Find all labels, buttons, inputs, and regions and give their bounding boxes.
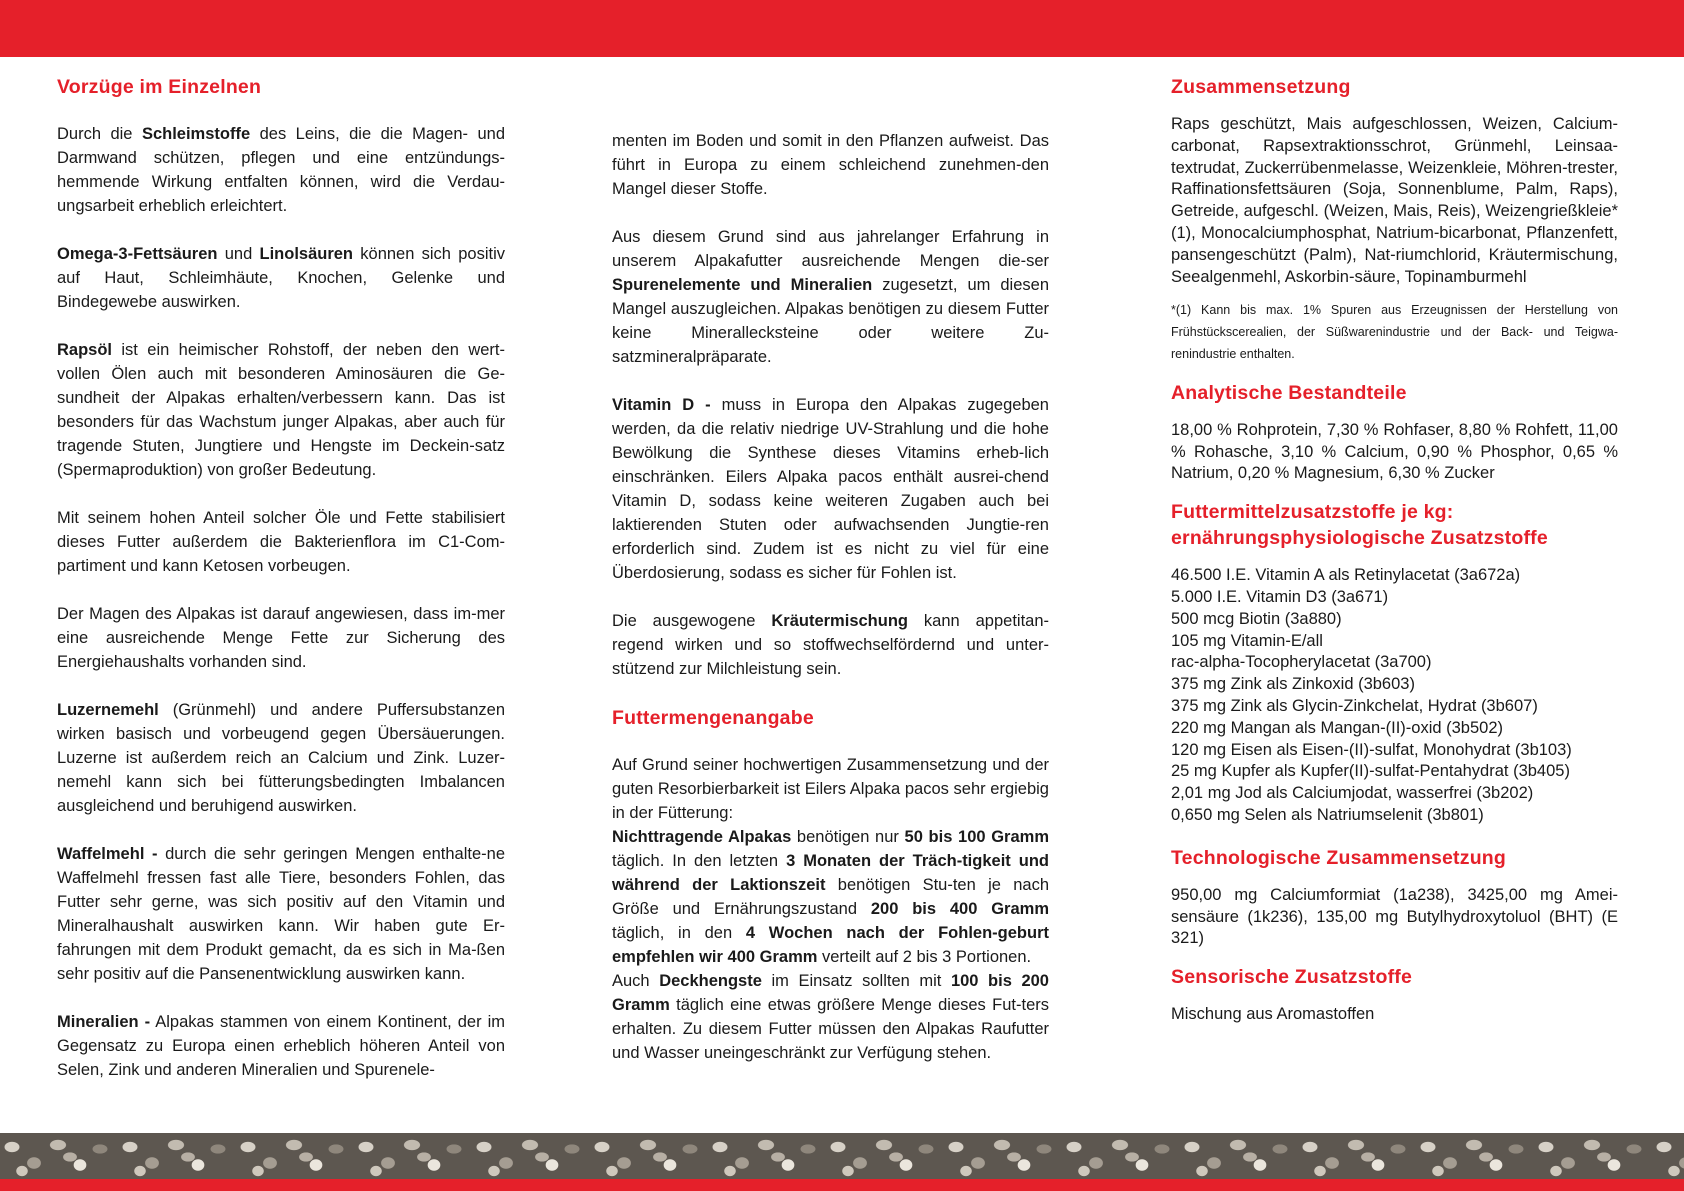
paragraph-luzernemehl: Luzernemehl (Grünmehl) und andere Puffersubstanzen wirken basisch und vorbeugend gegen Übersäuerungen. Luzerne ist außerdem reich an Calcium und Zink. Luzer-nemehl kann sich bei fütterungsbedingten Imbalancen ausgleichend und beruhigend auswirken. — [57, 701, 505, 815]
paragraph-vitamin-d: Vitamin D - muss in Europa den Alpakas zugegeben werden, da die relativ niedrige UV-Strahlung und die hohe Bewölkung die Synthese dieses Vitamins erheb-lich einschränken. Eilers Alpaka pacos enthält ausrei-chend Vitamin D, sodass keine weiteren Zugaben auch bei laktierenden Stuten oder aufwachsenden Jungtie-ren erforderlich sind. Zudem ist es nicht zu viel für eine Überdosierung, sodass es sicher für Fohlen ist. — [612, 396, 1049, 582]
list-item: 0,650 mg Selen als Natriumselenit (3b801) — [1171, 805, 1484, 824]
column-right — [1171, 74, 1618, 1040]
heading-sensorische-zusatzstoffe: Sensorische Zusatzstoffe — [1171, 966, 1413, 989]
paragraph-deckhengste: Auch Deckhengste im Einsatz sollten mit 100 bis 200 Gramm täglich eine etwas größere Menge dieses Fut-ters erhalten. Zu diesem Futter müssen den Alpakas Raufutter und Wasser uneingeschränkt zur Verfügung stehen. — [612, 972, 1049, 1062]
bottom-red-band — [0, 1179, 1684, 1191]
list-item: rac-alpha-Tocopherylacetat (3a700) — [1171, 653, 1432, 672]
list-item: 220 mg Mangan als Mangan-(II)-oxid (3b502) — [1171, 718, 1504, 737]
list-item: 5.000 I.E. Vitamin D3 (3a671) — [1171, 587, 1389, 606]
heading-vorzuege: Vorzüge im Einzelnen — [57, 76, 262, 98]
paragraph-rapsoel: Rapsöl ist ein heimischer Rohstoff, der neben den wert-vollen Ölen auch mit besonderen Aminosäuren die Ge-sundheit der Alpakas erhalten/verbessern kann. Das ist besonders für das Wachstum junger Alpakas, aber auch für tragende Stuten, Jungtiere und Hengste im Deckein-satz (Spermaproduktion) von großer Bedeutung. — [57, 341, 505, 479]
paragraph-dosierung: Nichttragende Alpakas benötigen nur 50 bis 100 Gramm täglich. In den letzten 3 Monaten der Träch-tigkeit und während der Laktionszeit benötigen Stu-ten je nach Größe und Ernährungszustand 200 bis 400 Gramm täglich, in den 4 Wochen nach der Fohlen-geburt empfehlen wir 400 Gramm verteilt auf 2 bis 3 Portionen. — [612, 828, 1049, 966]
paragraph-kraeutermischung: Die ausgewogene Kräutermischung kann appetitan-regend wirken und so stoffwechselfördernd und unter-stützend zur Milchleistung sein. — [612, 612, 1049, 678]
list-item: 105 mg Vitamin-E/all — [1171, 631, 1323, 650]
paragraph-ergiebig: Auf Grund seiner hochwertigen Zusammensetzung und der guten Resorbierbarkeit ist Eilers Alpaka pacos sehr ergiebig in der Fütterung: — [612, 756, 1049, 822]
list-item: 2,01 mg Jod als Calciumjodat, wasserfrei (3b202) — [1171, 784, 1534, 803]
paragraph-fette: Mit seinem hohen Anteil solcher Öle und Fette stabilisiert dieses Futter außerdem die Bakterienflora im C1-Com-partiment und kann Ketosen vorbeugen. — [57, 509, 505, 575]
paragraph-omega3: Omega-3-Fettsäuren und Linolsäuren können sich positiv auf Haut, Schleimhäute, Knochen, Gelenke und Bindegewebe auswirken. — [57, 245, 505, 311]
top-red-band — [0, 0, 1684, 57]
list-item: 500 mcg Biotin (3a880) — [1171, 609, 1342, 628]
list-item: 120 mg Eisen als Eisen-(II)-sulfat, Monohydrat (3b103) — [1171, 740, 1572, 759]
paragraph-spurenelemente: Aus diesem Grund sind aus jahrelanger Erfahrung in unserem Alpakafutter ausreichende Mengen die-ser Spurenelemente und Mineralien zugesetzt, um diesen Mangel auszugleichen. Alpakas benötigen zu diesem Futter keine Minerallecksteine oder weitere Zu-satzmineralpräparate. — [612, 228, 1049, 366]
list-item: 25 mg Kupfer als Kupfer(II)-sulfat-Pentahydrat (3b405) — [1171, 762, 1570, 781]
heading-analytische-bestandteile: Analytische Bestandteile — [1171, 381, 1407, 404]
heading-zusatzstoffe: Futtermittelzusatzstoffe je kg: ernährungsphysiologische Zusatzstoffe — [1171, 501, 1548, 550]
paragraph-magen: Der Magen des Alpakas ist darauf angewiesen, dass im-mer eine ausreichende Menge Fette zur Sicherung des Energiehaushalts vorhanden sind. — [57, 605, 505, 671]
tech-text: 950,00 mg Calciumformiat (1a238), 3425,00 mg Amei-sensäure (1k236), 135,00 mg Butylhydroxytoluol (BHT) (E 321) — [1171, 885, 1618, 948]
column-left — [57, 74, 505, 1106]
paragraph-schleimstoffe: Durch die Schleimstoffe des Leins, die die Magen- und Darmwand schützen, pflegen und eine entzündungs-hemmende Wirkung entfalten können, wird die Verdau-ungsarbeit erheblich erleichtert. — [57, 125, 505, 215]
paragraph-waffelmehl: Waffelmehl - durch die sehr geringen Mengen enthalte-ne Waffelmehl fressen fast alle Tiere, besonders Fohlen, das Futter sehr gerne, was sich positiv auf den Vitamin und Mineralhaushalt auswirken kann. Wir haben gute Er-fahrungen mit dem Produkt gemacht, da es sich in Ma-ßen sehr positiv auf die Pansenentwicklung auswirken kann. — [57, 845, 505, 983]
sens-text: Mischung aus Aromastoffen — [1171, 1005, 1375, 1024]
list-item: 375 mg Zink als Zinkoxid (3b603) — [1171, 675, 1415, 694]
list-item: 375 mg Zink als Glycin-Zinkchelat, Hydrat (3b607) — [1171, 696, 1538, 715]
column-middle — [612, 129, 1049, 1089]
paragraph-mineralien: Mineralien - Alpakas stammen von einem Kontinent, der im Gegensatz zu Europa einen erheblich höheren Anteil von Selen, Zink und anderen Mineralien und Spurenele- — [57, 1013, 506, 1079]
heading-futtermengenangabe: Futtermengenangabe — [612, 707, 814, 729]
ingredients-text: Raps geschützt, Mais aufgeschlossen, Weizen, Calcium-carbonat, Rapsextraktionsschrot, Grünmehl, Leinsaa-textrudat, Zuckerrübenmelasse, Weizenkleie, Möhren-trester, Raffinationsfettsäuren (Soja, Sonnenblume, Palm, Raps), Getreide, aufgeschl. (Weizen, Mais, Reis), Weizengrießkleie*(1), Monocalciumphosphat, Natrium-bicarbonat, Pflanzenfett, pansengeschützt (Palm), Nat-riumchlorid, Kräutermischung, Seealgenmehl, Askorbin-säure, Topinamburmehl — [1171, 115, 1618, 286]
heading-zusammensetzung: Zusammensetzung — [1171, 76, 1351, 98]
list-item: 46.500 I.E. Vitamin A als Retinylacetat (3a672a) — [1171, 566, 1521, 585]
analytics-text: 18,00 % Rohprotein, 7,30 % Rohfaser, 8,80 % Rohfett, 11,00 % Rohasche, 3,10 % Calcium, 0,90 % Phosphor, 0,65 % Natrium, 0,20 % Magnesium, 6,30 % Zucker — [1171, 420, 1618, 483]
feed-pellets-image — [0, 1133, 1684, 1179]
heading-technologische-zusammensetzung: Technologische Zusammensetzung — [1171, 846, 1507, 869]
ingredients-footnote: *(1) Kann bis max. 1% Spuren aus Erzeugnissen der Herstellung von Frühstückscerealien, der Süßwarenindustrie und der Back- und Teigwa-renindustrie enthalten. — [1171, 303, 1618, 361]
paragraph-mineralien-cont: menten im Boden und somit in den Pflanzen aufweist. Das führt in Europa zu einem schleichend zunehmen-den Mangel dieser Stoffe. — [612, 132, 1049, 198]
additives-list — [1171, 565, 1618, 827]
